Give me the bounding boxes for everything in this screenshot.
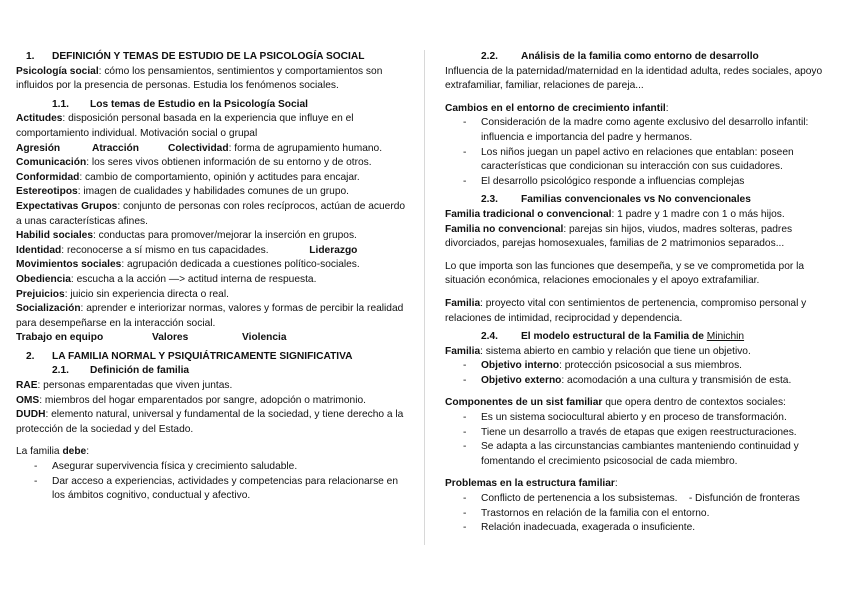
cambios-entorno: Cambios en el entorno de crecimiento infantil: bbox=[445, 102, 669, 114]
comunicacion-def: Comunicación: los seres vivos obtienen información de su entorno y de otros. bbox=[16, 157, 372, 169]
familia-tradicional-def: Familia tradicional o convencional: 1 padre y 1 madre con 1 o más hijos. bbox=[445, 208, 785, 220]
list-item: - El desarrollo psicológico responde a influencias complejas bbox=[445, 175, 830, 190]
list-item: - Consideración de la madre como agente exclusivo del desarrollo infantil: influencia e importancia del padre y hermanos. bbox=[445, 116, 830, 145]
right-column bbox=[445, 50, 830, 536]
section-2-2-heading: 2.2. Análisis de la familia como entorno de desarrollo bbox=[481, 51, 759, 62]
conformidad-def: Conformidad: cambio de comportamiento, opinión y actitudes para encajar. bbox=[16, 171, 360, 183]
expectativas-grupos-def: Expectativas Grupos: conjunto de personas con roles recíprocos, actúan de acuerdo a unas características afines. bbox=[16, 200, 406, 227]
list-item: - Objetivo interno: protección psicosocial a sus miembros. bbox=[445, 359, 830, 374]
list-item: - Trastornos en relación de la familia con el entorno. bbox=[445, 507, 830, 522]
identidad-def: Identidad: reconocerse a sí mismo en tus capacidades. Liderazgo bbox=[16, 244, 358, 256]
left-column bbox=[16, 50, 412, 504]
section-1-1-heading: 1.1. Los temas de Estudio en la Psicología Social bbox=[52, 98, 308, 110]
actitudes-def: Actitudes: disposición personal basada en la experiencia que influye en el comportamiento individual. Motivación social o grupal bbox=[16, 113, 354, 139]
objetivos-list bbox=[445, 359, 830, 388]
problemas-list bbox=[445, 492, 830, 536]
componentes-sistema: Componentes de un sist familiar que opera dentro de contextos sociales: bbox=[445, 397, 786, 409]
list-item: - Tiene un desarrollo a través de etapas que exigen reestructuraciones. bbox=[445, 426, 830, 441]
rae-def: RAE: personas emparentadas que viven juntas. bbox=[16, 380, 233, 392]
dudh-def: DUDH: elemento natural, universal y fundamental de la sociedad, y tiene derecho a la protección de la sociedad y del Estado. bbox=[16, 409, 404, 435]
familia-no-convencional-def: Familia no convencional: parejas sin hijos, viudos, madres solteras, padres divorciados, parejas homosexuales, familias de 2 matrimonios separados... bbox=[445, 223, 793, 250]
list-item: - Relación inadecuada, exagerada o insuficiente. bbox=[445, 521, 830, 536]
familia-debe-list bbox=[16, 460, 412, 504]
componentes-list bbox=[445, 411, 830, 469]
list-item: - Los niños juegan un papel activo en relaciones que entablan: poseen características que condicionan su interacción con sus cuidadores. bbox=[445, 146, 830, 175]
problemas-estructura: Problemas en la estructura familiar: bbox=[445, 478, 618, 490]
familia-debe: La familia debe: bbox=[16, 446, 90, 458]
list-item: - Dar acceso a experiencias, actividades y competencias para relacionarse en los ámbitos cognitivo, conductual y afectivo. bbox=[16, 475, 412, 504]
column-divider bbox=[424, 50, 425, 545]
section-1-heading: 1. DEFINICIÓN Y TEMAS DE ESTUDIO DE LA PSICOLOGÍA SOCIAL bbox=[26, 51, 365, 62]
familia-proyecto-def: Familia: proyecto vital con sentimientos de pertenencia, compromiso personal y relaciones de intimidad, reciprocidad y dependencia. bbox=[445, 297, 807, 324]
habilidades-sociales-def: Habilid sociales: conductas para promover/mejorar la inserción en grupos. bbox=[16, 230, 357, 242]
section-2-heading: 2. LA FAMILIA NORMAL Y PSIQUIÁTRICAMENTE SIGNIFICATIVA bbox=[26, 350, 353, 362]
funciones-text: Lo que importa son las funciones que desempeña, y se ve comprometida por la situación económica, relaciones emocionales y el apoyo extrafamiliar. bbox=[445, 260, 805, 287]
socializacion-def: Socialización: aprender e interiorizar normas, valores y formas de percibir la realidad para desempeñarse en la interacción social. bbox=[16, 303, 404, 329]
agresion-atraccion-colectividad: Agresión Atracción Colectividad: forma de agrupamiento humano. bbox=[16, 142, 383, 154]
familia-sistema-def: Familia: sistema abierto en cambio y relación que tiene un objetivo. bbox=[445, 345, 751, 357]
prejuicios-def: Prejuicios: juicio sin experiencia directa o real. bbox=[16, 288, 229, 300]
list-item: - Asegurar supervivencia física y crecimiento saludable. bbox=[16, 460, 412, 475]
oms-def: OMS: miembros del hogar emparentados por sangre, adopción o matrimonio. bbox=[16, 394, 366, 406]
list-item: - Objetivo externo: acomodación a una cultura y transmisión de esta. bbox=[445, 374, 830, 389]
section-2-2-text: Influencia de la paternidad/maternidad en la identidad adulta, redes sociales, apoyo extrafamiliar, familiar, relaciones de pareja... bbox=[445, 65, 823, 92]
cambios-list bbox=[445, 116, 830, 189]
section-2-3-heading: 2.3. Familias convencionales vs No convencionales bbox=[481, 194, 751, 206]
section-2-4-heading: 2.4. El modelo estructural de la Familia de Minichin bbox=[481, 331, 745, 343]
trabajo-valores-violencia: Trabajo en equipo Valores Violencia bbox=[16, 332, 287, 344]
list-item: - Es un sistema sociocultural abierto y en proceso de transformación. bbox=[445, 411, 830, 426]
obediencia-def: Obediencia: escucha a la acción —> actitud interna de respuesta. bbox=[16, 273, 317, 285]
section-2-1-heading: 2.1. Definición de familia bbox=[52, 365, 190, 377]
list-item: - Conflicto de pertenencia a los subsistemas. - Disfunción de fronteras bbox=[445, 492, 830, 507]
movimientos-sociales-def: Movimientos sociales: agrupación dedicada a cuestiones político-sociales. bbox=[16, 259, 360, 271]
list-item: - Se adapta a las circunstancias cambiantes manteniendo continuidad y fomentando el crecimiento psicosocial de cada miembro. bbox=[445, 440, 830, 469]
estereotipos-def: Estereotipos: imagen de cualidades y habilidades comunes de un grupo. bbox=[16, 186, 350, 198]
psicologia-social-def: Psicología social: cómo los pensamientos, sentimientos y comportamientos son influidos por la presencia de personas. Estudia los fenómenos sociales. bbox=[16, 65, 383, 92]
